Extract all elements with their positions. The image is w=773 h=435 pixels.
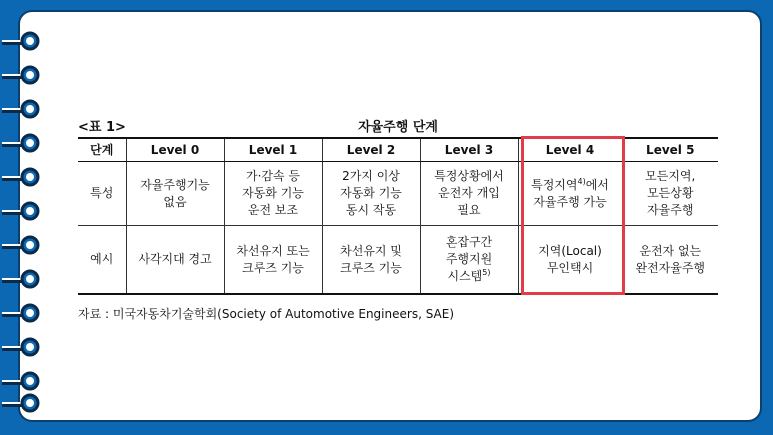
spiral-ring-icon: [2, 98, 42, 120]
header-level-4: Level 4: [518, 138, 622, 162]
table-cell: 가·감속 등 자동화 기능 운전 보조: [224, 162, 322, 226]
table-cell: 2가지 이상 자동화 기능 동시 작동: [322, 162, 420, 226]
header-stage: 단계: [78, 138, 126, 162]
table-cell: 운전자 없는 완전자율주행: [622, 226, 718, 294]
spiral-ring-icon: [2, 30, 42, 52]
header-level-1: Level 1: [224, 138, 322, 162]
table-row-examples: [78, 226, 718, 294]
table-header-row: [78, 138, 718, 162]
header-level-0: Level 0: [126, 138, 224, 162]
table-caption: [78, 116, 718, 136]
table-row-characteristics: [78, 162, 718, 226]
table-cell: 지역(Local) 무인택시: [518, 226, 622, 294]
spiral-ring-icon: [2, 200, 42, 222]
spiral-ring-icon: [2, 268, 42, 290]
row-label: 특성: [78, 162, 126, 226]
footnote-marker: 5): [482, 268, 491, 278]
table-cell: 차선유지 또는 크루즈 기능: [224, 226, 322, 294]
spiral-ring-icon: [2, 302, 42, 324]
table-cell: 자율주행기능 없음: [126, 162, 224, 226]
footnote-marker: 4): [577, 176, 586, 186]
source-note: 자료 : 미국자동차기술학회(Society of Automotive Engineers, SAE): [78, 307, 455, 321]
table-title: 자율주행 단계: [358, 120, 438, 135]
spiral-ring-icon: [2, 132, 42, 154]
table-cell: 차선유지 및 크루즈 기능: [322, 226, 420, 294]
table-cell: 사각지대 경고: [126, 226, 224, 294]
spiral-ring-icon: [2, 336, 42, 358]
table-cell: 특정상황에서 운전자 개입 필요: [420, 162, 518, 226]
header-level-5: Level 5: [622, 138, 718, 162]
spiral-ring-icon: [2, 166, 42, 188]
autonomous-driving-stages-table: [78, 137, 718, 295]
spiral-ring-icon: [2, 370, 42, 392]
table-cell: 모든지역, 모든상황 자율주행: [622, 162, 718, 226]
table-cell: 특정지역$^{4)}$에서 자율주행 가능: [518, 162, 622, 226]
header-level-3: Level 3: [420, 138, 518, 162]
table-tag: <표 1>: [78, 120, 126, 135]
spiral-ring-icon: [2, 234, 42, 256]
spiral-ring-icon: [2, 392, 42, 414]
table-cell: 혼잡구간 주행지원 시스템$^{5)}$: [420, 226, 518, 294]
spiral-ring-icon: [2, 64, 42, 86]
row-label: 예시: [78, 226, 126, 294]
header-level-2: Level 2: [322, 138, 420, 162]
